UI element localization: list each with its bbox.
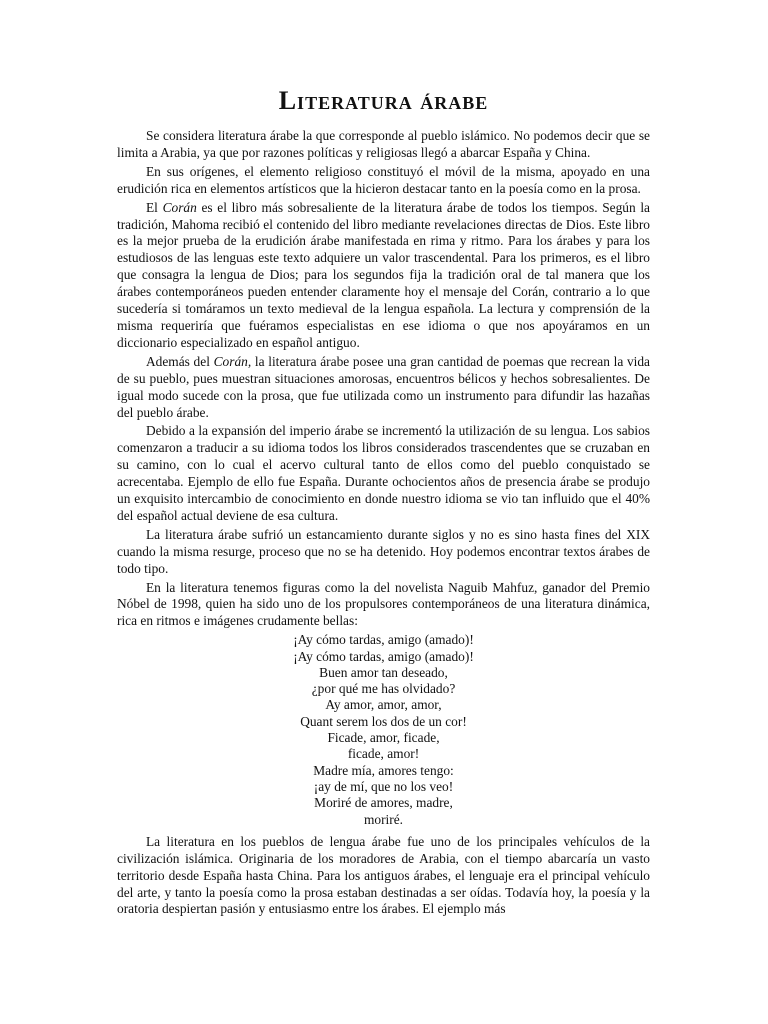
poem-line: Buen amor tan deseado, [319,664,448,680]
poem-line: ¡Ay cómo tardas, amigo (amado)! [293,632,474,648]
paragraph-6: La literatura árabe sufrió un estancamiento durante siglos y no es sino hasta fines del XIX cuando la misma resurge, proceso que no se ha detenido. Hoy podemos encontrar textos árabes de todo tipo. [117,526,650,576]
poem-line: moriré. [363,811,404,827]
paragraph-2: En sus orígenes, el elemento religioso constituyó el móvil de la misma, apoyado en una erudición rica en elementos artísticos que la hicieron destacar tanto en la poesía como en la prosa. [117,163,650,196]
poem-line: ficade, amor! [347,746,420,762]
paragraph-3-post: es el libro más sobresaliente de la literatura árabe de todos los tiempos. Según la tradición, Mahoma recibió el contenido del libro mediante revelaciones directas de Dios. Este libro es la mejor prueba de la erudición árabe manifestada en rima y ritmo. Para los árabes y para los estudiosos de las lenguas este texto adquiere un valor trascendental. Para los primeros, es el libro que consagra la lengua de Dios; para los segundos fija la tradición oral de tal manera que los árabes contemporáneos pueden entender claramente hoy el mensaje del Corán, contrario a lo que sucedería si tomáramos un texto medieval de la lengua española. La lectura y comprensión de la misma requeriría que fuéramos especialistas en ese idioma o que nos apoyáramos en un diccionario especializado en español antiguo. [117,199,650,350]
paragraph-4-post: la literatura árabe posee una gran cantidad de poemas que recrean la vida de su pueblo, pues muestran situaciones amorosas, encuentros bélicos y hechos sobresalientes. De igual modo sucede con la prosa, que fue utilizada como un instrumento para difundir las hazañas del pueblo árabe. [117,353,650,420]
paragraph-5: Debido a la expansión del imperio árabe se incrementó la utilización de su lengua. Los sabios comenzaron a traducir a su idioma todos los libros considerados trascendentes que se cruzaban en su camino, con lo cual el acervo cultural tanto de ellos como del pueblo conquistado se acrecentaba. Ejemplo de ello fue España. Durante ochocientos años de presencia árabe se produjo un exquisito intercambio de conocimiento en donde nuestro idioma se vio tan influido que el 40% del español actual deviene de esa cultura. [117,423,650,523]
paragraph-3-pre: El [146,199,163,215]
poem-line: ¡Ay cómo tardas, amigo (amado)! [293,648,474,664]
page-title: Literatura árabe [278,86,489,115]
poem-line: Quant serem los dos de un cor! [300,713,467,729]
paragraph-8: La literatura en los pueblos de lengua árabe fue uno de los principales vehículos de la civilización islámica. Originaria de los moradores de Arabia, con el tiempo abarcaría un vasto territorio desde España hasta China. Para los antiguos árabes, el lenguaje era el principal vehículo del arte, y tanto la poesía como la prosa estaban destinadas a ser oídas. Todavía hoy, la poesía y la oratoria despiertan pasión y entusiasmo entre los árabes. El ejemplo más [117,833,650,917]
poem-line: Ay amor, amor, amor, [325,697,442,713]
poem-line: Ficade, amor, ficade, [327,730,440,746]
poem-line: ¿por qué me has olvidado? [311,681,456,697]
coran-title-2: Corán, [213,353,252,369]
poem-line: ¡ay de mí, que no los veo! [313,778,454,794]
poem-line: Moriré de amores, madre, [314,795,453,811]
paragraph-1: Se considera literatura árabe la que corresponde al pueblo islámico. No podemos decir que se limita a Arabia, ya que por razones políticas y religiosas llegó a abarcar España y China. [117,128,650,160]
paragraph-7: En la literatura tenemos figuras como la del novelista Naguib Mahfuz, ganador del Premio Nóbel de 1998, quien ha sido uno de los propulsores contemporáneos de una literatura dinámica, rica en ritmos e imágenes crudamente bellas: [117,579,650,629]
coran-title: Corán [162,199,197,215]
poem-line: Madre mía, amores tengo: [313,762,454,778]
paragraph-4 [117,354,650,422]
paragraph-4-pre: Además del [146,353,214,369]
poem [117,632,650,828]
document-body [117,128,650,918]
paragraph-3 [117,200,650,352]
